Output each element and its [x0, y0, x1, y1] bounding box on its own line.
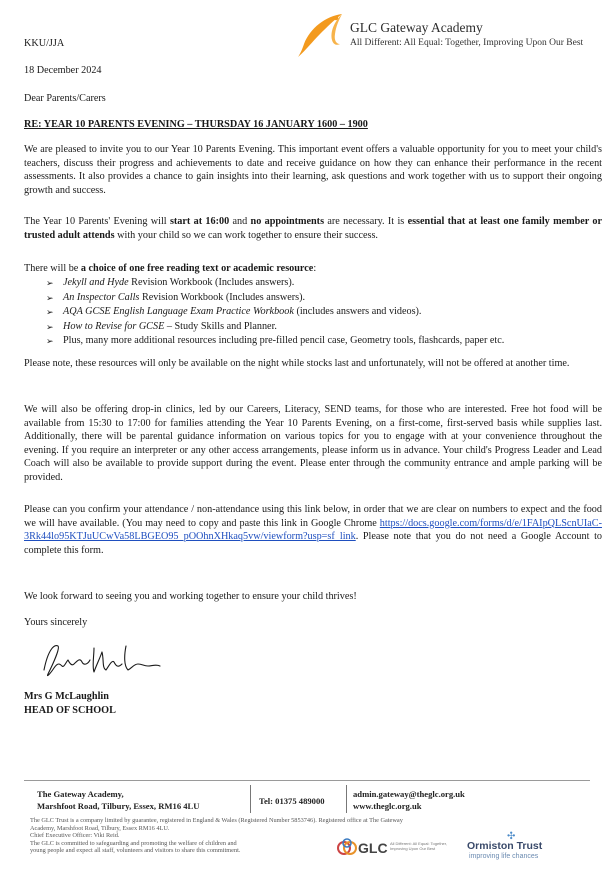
resources-text: There will be	[24, 263, 81, 274]
confirm-text: . Please note that you do not need a Google Account to complete this form.	[24, 531, 602, 556]
legal-line: The GLC is committed to safeguarding and promoting the welfare of children and	[30, 839, 237, 847]
legal-line: young people and expect all staff, volunteers and visitors to share this commitment.	[30, 847, 241, 855]
paragraph-clinics: We will also be offering drop-in clinics, led by our Careers, Literacy, SEND teams, for those who are interested. Free hot food will be available from 15:30 to 17:00 for families attending the Year 10 Parents Evening, on a first-come, first-served basis while supplies last. Additionally, there will be parental guidance information on various topics for you to engage with at your convenience throughout the evening. If you require an interpreter or any other access arrangements, please inform us in advance. Your child's Progress Leader and Lead Coach will also be available to provide support during the event. Please enter through the community entrance and ample parking will be provided.	[24, 404, 602, 483]
letter-subject: RE: YEAR 10 PARENTS EVENING – THURSDAY 16 JANUARY 1600 – 1900	[24, 119, 368, 130]
paragraph-timing	[24, 215, 602, 242]
brand-academy: Gateway Academy	[380, 20, 483, 35]
arrow-bullet-icon: ➢	[46, 336, 54, 347]
timing-text: are necessary. It is	[324, 216, 408, 227]
legal-line: The GLC Trust is a company limited by guarantee, registered in England & Wales (Registered Number 5853746). Registered office at The Gateway	[30, 817, 403, 824]
arrow-bullet-icon: ➢	[46, 292, 54, 303]
footer-separator	[250, 785, 251, 813]
signer-name: Mrs G McLaughlin	[24, 691, 109, 702]
arrow-bullet-icon: ➢	[46, 278, 54, 288]
resource-title: How to Revise for GCSE	[63, 320, 165, 332]
gateway-swoosh-logo	[296, 10, 348, 60]
legal-line: Chief Executive Officer: Viki Reid.	[30, 832, 120, 840]
resource-desc: Plus, many more additional resources including pre-filled pencil case, Geometry tools, flashcards, paper etc.	[63, 335, 505, 347]
list-item	[46, 291, 602, 306]
brand-name	[350, 20, 483, 36]
star-icon: ✣	[507, 831, 516, 842]
ormiston-trust-tagline: improving life chances	[469, 853, 539, 860]
glc-logo-text: GLC	[358, 840, 388, 856]
glc-logo-tagline: All Different: All Equal: Together, Improving Upon Our Best	[390, 841, 447, 851]
timing-text: The Year 10 Parents' Evening will	[24, 216, 170, 227]
list-item	[46, 334, 602, 349]
resource-title: An Inspector Calls	[63, 291, 140, 303]
resource-desc: – Study Skills and Planner.	[164, 320, 277, 332]
resource-title: Jekyll and Hyde	[63, 277, 129, 288]
paragraph-stock-note: Please note, these resources will only be available on the night while stocks last and unfortunately, will not be offered at another time.	[24, 358, 570, 369]
list-item	[46, 320, 602, 335]
address-line: Marshfoot Road, Tilbury, Essex, RM16 4LU	[37, 801, 200, 811]
closing: Yours sincerely	[24, 617, 88, 628]
paragraph-invitation: We are pleased to invite you to our Year 10 Parents Evening. This important event offers a valuable opportunity for you to meet your child's teachers, discuss their progress and achievements to date and receive guidance on how they can enhance their performance in the recent assessments. It also provides a chance to gain insights into their learning, ask questions and work together with us to support their ongoing growth and success.	[24, 144, 602, 196]
handwritten-signature	[38, 640, 162, 680]
brand-tagline: All Different: All Equal: Together, Improving Upon Our Best	[350, 38, 584, 48]
resources-choice-bold: a choice of one free reading text or academic resource	[80, 263, 314, 274]
arrow-bullet-icon: ➢	[46, 321, 54, 332]
footer-email[interactable]: admin.gateway@theglc.org.uk	[353, 789, 465, 799]
footer-telephone: Tel: 01375 489000	[259, 796, 325, 806]
resource-desc: Revision Workbook (Includes answers).	[128, 277, 295, 288]
footer-divider	[24, 780, 590, 781]
list-item	[46, 305, 602, 320]
glc-footer-logo	[336, 837, 456, 861]
ormiston-trust-name: Ormiston Trust	[467, 840, 543, 852]
footer-address	[37, 788, 200, 812]
arrow-bullet-icon: ➢	[46, 307, 54, 318]
resources-text: :	[313, 263, 317, 274]
timing-no-appointments-bold: no appointments	[250, 216, 325, 227]
salutation: Dear Parents/Carers	[24, 93, 106, 104]
brand-glc: GLC	[350, 20, 377, 35]
attendance-form-link[interactable]: https://docs.google.com/forms/d/e/1FAIpQLScnUIaC-3Rk44lo95KTJuUCwVa58LBGEO95_pOOhnXHkaq5vw/viewform?usp=sf_link	[24, 517, 602, 542]
legal-line: Academy, Marshfoot Road, Tilbury, Essex RM16 4LU.	[30, 824, 170, 832]
ormiston-trust-logo	[467, 833, 577, 863]
paragraph-confirm-attendance	[24, 503, 602, 557]
paragraph-closing-remark: We look forward to seeing you and working together to ensure your child thrives!	[24, 591, 357, 602]
resource-list	[46, 276, 602, 349]
signer-title: HEAD OF SCHOOL	[24, 705, 116, 716]
resource-title: AQA GCSE English Language Exam Practice Workbook	[63, 306, 294, 318]
paragraph-resources-intro	[24, 262, 602, 276]
letter-reference: KKU/JJA	[24, 38, 65, 49]
footer-contact	[353, 788, 465, 812]
confirm-text: Please can you confirm your attendance / non-attendance using this link below, in order that we are clear on numbers to expect and the food we will have available. (You may need to copy and paste this link in Google Chrome	[24, 504, 602, 529]
list-item	[46, 276, 602, 291]
resource-desc: (includes answers and videos).	[293, 306, 422, 318]
address-line: The Gateway Academy,	[37, 789, 124, 799]
timing-text: with your child so we can work together to ensure their success.	[114, 229, 378, 241]
letter-date: 18 December 2024	[24, 65, 102, 76]
timing-essential-bold: essential that at least one family member or trusted adult attends	[24, 216, 603, 241]
footer-separator	[346, 785, 347, 813]
glc-swirl-icon	[336, 837, 358, 859]
timing-start-bold: start at 16:00	[169, 216, 230, 227]
footer-website[interactable]: www.theglc.org.uk	[353, 801, 422, 811]
resource-desc: Revision Workbook (Includes answers).	[139, 291, 306, 303]
timing-text: and	[229, 216, 251, 227]
